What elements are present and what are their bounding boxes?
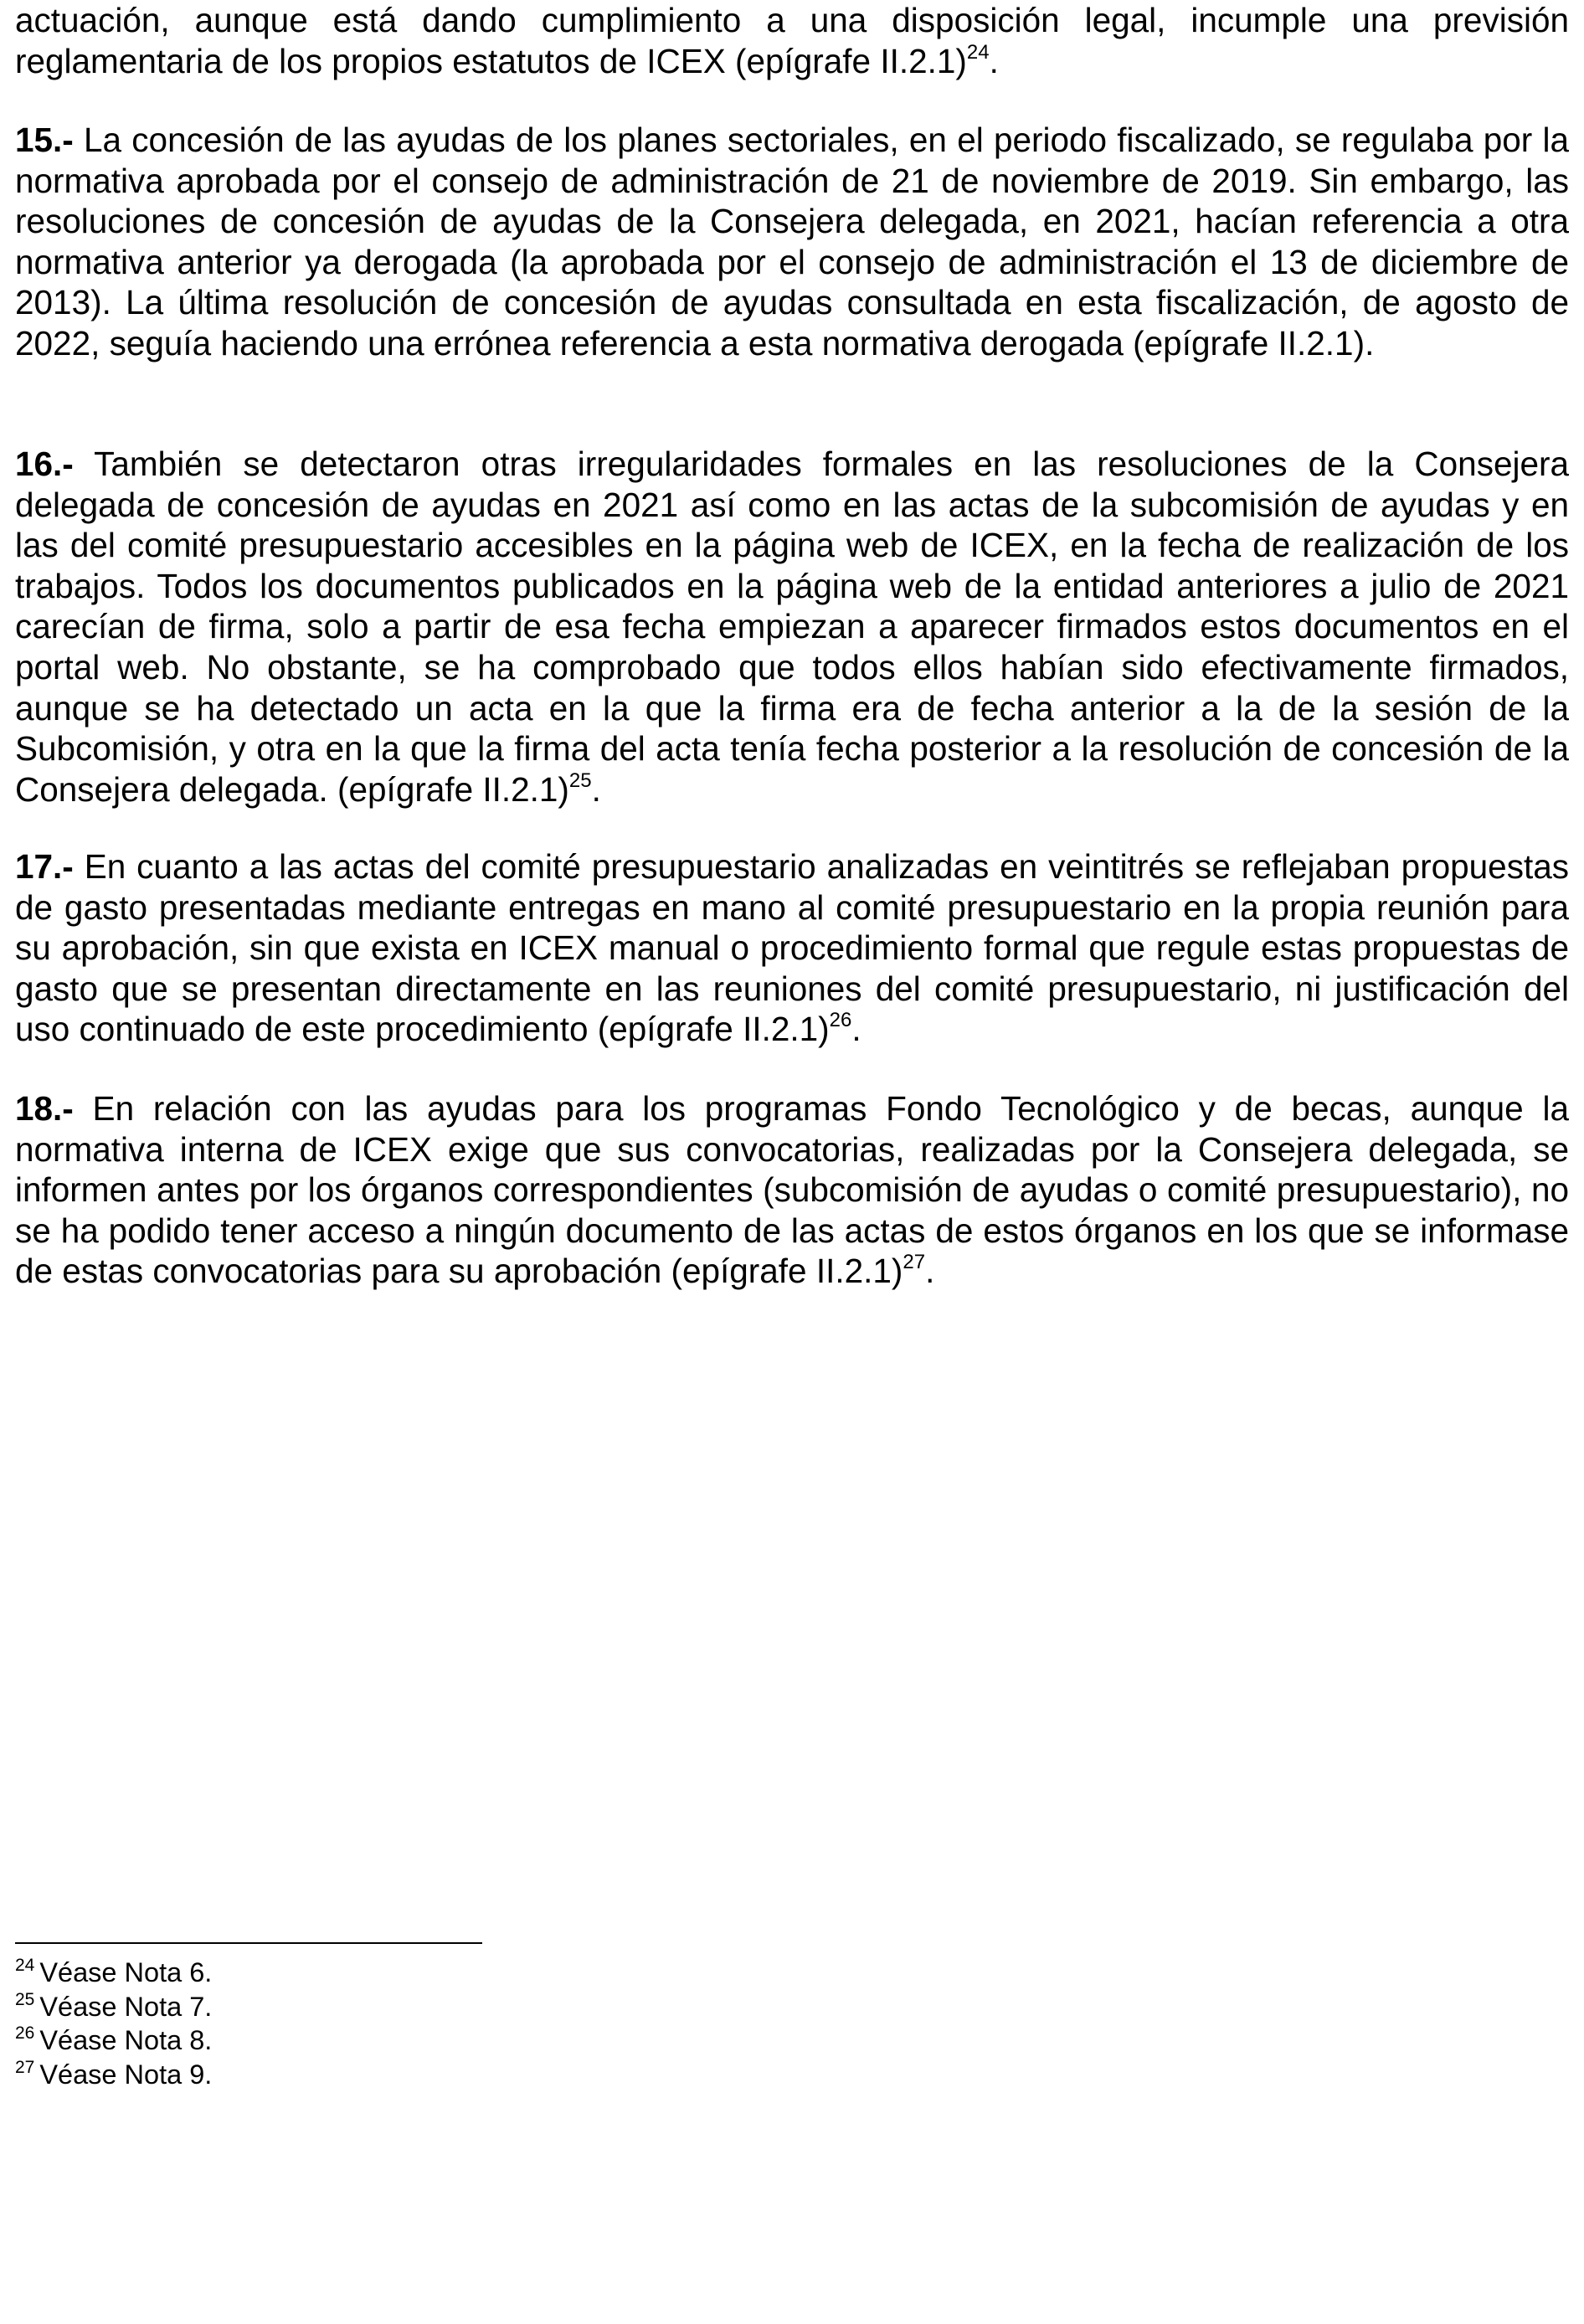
paragraph-number: 15.- — [15, 121, 74, 159]
paragraph-text: En cuanto a las actas del comité presupuestario analizadas en veintitrés se reflejaban propuestas de gasto presentadas mediante entregas en mano al comité presupuestario en la propia reunión para su aprobación, sin que exista en ICEX manual o procedimiento formal que regule estas propuestas de gasto que se presentan directamente en las reuniones del comité presupuestario, ni justificación del uso continuado de este procedimiento (epígrafe II.2.1) — [15, 847, 1569, 1049]
paragraph-end: . — [591, 769, 601, 809]
footnote-number: 27 — [15, 2057, 35, 2077]
footnote-25 — [15, 1990, 212, 2024]
footnotes — [15, 1956, 212, 2091]
paragraph-14-continuation — [15, 0, 1569, 81]
footnote-ref-26[interactable]: 26 — [829, 1009, 852, 1032]
paragraph-end: . — [989, 41, 999, 80]
paragraph-17 — [15, 846, 1569, 1050]
paragraph-text: La concesión de las ayudas de los planes sectoriales, en el periodo fiscalizado, se regulaba por la normativa aprobada por el consejo de administración de 21 de noviembre de 2019. Sin embargo, las resoluciones de concesión de ayudas de la Consejera delegada, en 2021, hacían referencia a otra normativa anterior ya derogada (la aprobada por el consejo de administración el 13 de diciembre de 2013). La última resolución de concesión de ayudas consultada en esta fiscalización, de agosto de 2022, seguía haciendo una errónea referencia a esta normativa derogada (epígrafe II.2.1). — [15, 121, 1569, 362]
footnote-text: Véase Nota 6. — [39, 1957, 213, 1987]
paragraph-15 — [15, 120, 1569, 364]
paragraph-end: . — [925, 1252, 935, 1291]
footnote-ref-25[interactable]: 25 — [568, 769, 592, 792]
paragraph-16 — [15, 444, 1569, 810]
paragraph-number: 17.- — [15, 847, 74, 886]
footnote-number: 24 — [15, 1956, 35, 1975]
paragraph-end: . — [851, 1010, 861, 1049]
footnote-24 — [15, 1956, 212, 1990]
footnote-separator — [15, 1942, 482, 1944]
footnote-number: 25 — [15, 1989, 35, 2009]
footnote-text: Véase Nota 9. — [39, 2059, 213, 2090]
paragraph-18 — [15, 1088, 1569, 1292]
paragraph-number: 18.- — [15, 1089, 74, 1128]
footnote-ref-24[interactable]: 24 — [966, 40, 990, 64]
paragraph-text: actuación, aunque está dando cumplimiento a una disposición legal, incumple una previsión reglamentaria de los propios estatutos de ICEX (epígrafe II.2.1) — [15, 1, 1569, 80]
paragraph-number: 16.- — [15, 445, 74, 483]
footnote-text: Véase Nota 8. — [39, 2025, 213, 2055]
footnote-text: Véase Nota 7. — [39, 1991, 213, 2022]
paragraph-text: También se detectaron otras irregularidades formales en las resoluciones de la Consejera delegada de concesión de ayudas en 2021 así como en las actas de la subcomisión de ayudas y en las del comité presupuestario accesibles en la página web de ICEX, en la fecha de realización de los trabajos. Todos los documentos publicados en la página web de la entidad anteriores a julio de 2021 carecían de firma, solo a partir de esa fecha empiezan a aparecer firmados estos documentos en el portal web. No obstante, se ha comprobado que todos ellos habían sido efectivamente firmados, aunque se ha detectado un acta en la que la firma era de fecha anterior a la de la sesión de la Subcomisión, y otra en la que la firma del acta tenía fecha posterior a la resolución de concesión de la Consejera delegada. (epígrafe II.2.1) — [15, 445, 1569, 809]
footnote-number: 26 — [15, 2023, 35, 2043]
footnote-ref-27[interactable]: 27 — [903, 1251, 926, 1274]
footnote-26 — [15, 2023, 212, 2058]
footnote-27 — [15, 2058, 212, 2092]
paragraph-text: En relación con las ayudas para los programas Fondo Tecnológico y de becas, aunque la normativa interna de ICEX exige que sus convocatorias, realizadas por la Consejera delegada, se informen antes por los órganos correspondientes (subcomisión de ayudas o comité presupuestario), no se ha podido tener acceso a ningún documento de las actas de estos órganos en los que se informase de estas convocatorias para su aprobación (epígrafe II.2.1) — [15, 1089, 1569, 1291]
